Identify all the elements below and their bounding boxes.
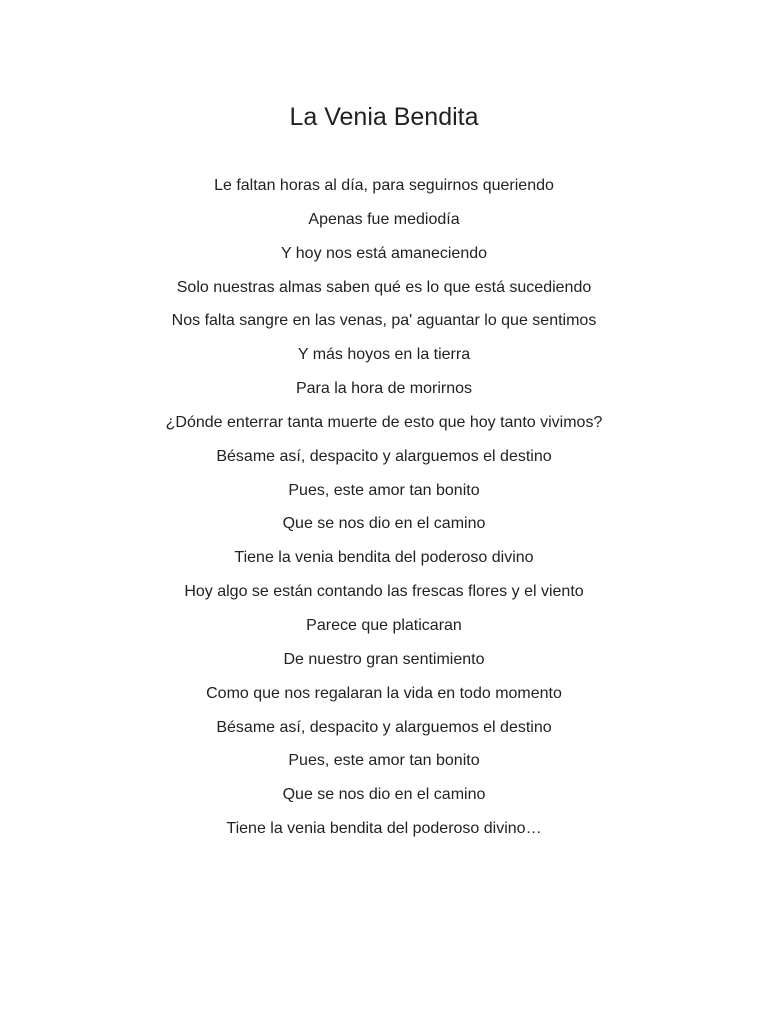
lyric-line: Como que nos regalaran la vida en todo momento xyxy=(206,684,562,702)
lyric-line: Pues, este amor tan bonito xyxy=(288,752,480,770)
lyric-line: Pues, este amor tan bonito xyxy=(288,481,480,499)
lyric-line: Le faltan horas al día, para seguirnos queriendo xyxy=(214,177,554,194)
lyric-line: ¿Dónde enterrar tanta muerte de esto que hoy tanto vivimos? xyxy=(165,413,603,431)
lyric-line: Tiene la venia bendita del poderoso divino xyxy=(234,549,534,567)
lyric-line: Tiene la venia bendita del poderoso divino… xyxy=(226,820,542,838)
lyric-line: Bésame así, despacito y alarguemos el destino xyxy=(216,447,552,465)
lyric-line: Bésame así, despacito y alarguemos el destino xyxy=(216,718,552,736)
lyric-line: Apenas fue mediodía xyxy=(308,210,460,228)
lyric-line: Solo nuestras almas saben qué es lo que está sucediendo xyxy=(176,278,592,296)
lyric-line: De nuestro gran sentimiento xyxy=(283,650,485,668)
lyric-line: Hoy algo se están contando las frescas flores y el viento xyxy=(184,583,584,601)
lyric-line: Y más hoyos en la tierra xyxy=(297,346,471,364)
lyrics-body xyxy=(0,172,768,849)
lyric-line: Y hoy nos está amaneciendo xyxy=(280,244,488,262)
lyric-line: Nos falta sangre en las venas, pa' aguantar lo que sentimos xyxy=(171,312,597,330)
document-title: La Venia Bendita xyxy=(289,103,479,131)
lyric-line: Que se nos dio en el camino xyxy=(282,515,486,533)
lyric-line: Que se nos dio en el camino xyxy=(282,786,486,804)
lyric-line: Para la hora de morirnos xyxy=(295,380,473,398)
lyric-line: Parece que platicaran xyxy=(306,616,462,634)
